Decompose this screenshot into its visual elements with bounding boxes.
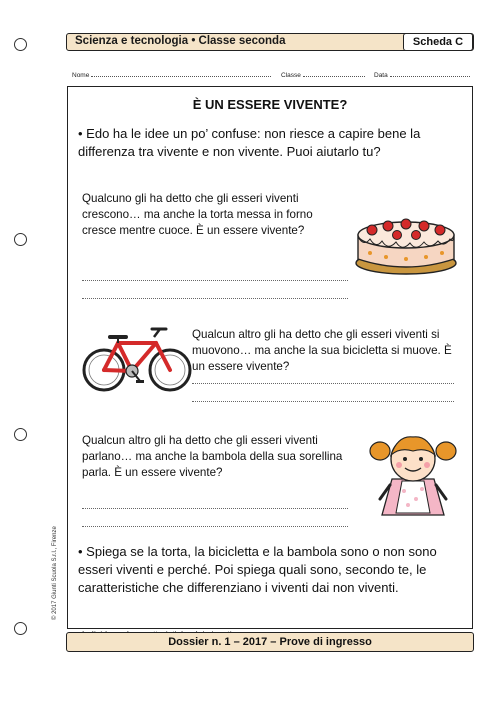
- nome-label: Nome: [72, 72, 90, 79]
- question-bambola: Qualcun altro gli ha detto che gli esseri viventi parlano… ma anche la bambola della sua sorellina parla. È un essere vivente?: [82, 434, 343, 479]
- data-field[interactable]: [374, 70, 470, 79]
- doll-icon: [368, 429, 458, 521]
- question-torta: Qualcuno gli ha detto che gli esseri viventi crescono… ma anche la torta messa in forno cresce mentre cuoce. È un essere vivente?: [82, 192, 313, 237]
- classe-dots: [303, 70, 365, 77]
- worksheet-box: [67, 86, 473, 629]
- copyright-note: © 2017 Giunti Scuola S.r.l., Firenze: [52, 526, 58, 620]
- task-text: • Spiega se la torta, la bicicletta e la bambola sono o non sono esseri viventi e perché. Poi spiega quali sono, secondo te, le caratteristiche che differenziano i viventi dai non viventi.: [78, 544, 437, 595]
- binder-hole-bottom: [14, 622, 27, 635]
- bicycle-icon: [82, 325, 192, 395]
- nome-field[interactable]: [72, 70, 271, 79]
- classe-label: Classe: [281, 72, 301, 79]
- answer-line-bambola-2[interactable]: [82, 526, 348, 527]
- nome-dots: [91, 70, 271, 77]
- question-bici: Qualcun altro gli ha detto che gli esseri viventi si muovono… ma anche la sua bicicletta si muove. È un essere vivente?: [192, 328, 452, 373]
- answer-line-bici-2[interactable]: [192, 401, 454, 402]
- intro-text: • Edo ha le idee un po’ confuse: non riesce a capire bene la differenza tra vivente e non vivente. Puoi aiutarlo tu?: [78, 126, 421, 159]
- scheda-label: Scheda C: [403, 33, 473, 51]
- header-bar: [66, 33, 474, 51]
- worksheet-title: È UN ESSERE VIVENTE?: [192, 97, 348, 112]
- header-title: Scienza e tecnologia • Classe seconda: [75, 35, 286, 47]
- answer-line-torta-2[interactable]: [82, 298, 348, 299]
- cake-icon: [350, 197, 462, 277]
- binder-hole-top: [14, 38, 27, 51]
- answer-line-bambola-1[interactable]: [82, 508, 348, 509]
- answer-line-bici-1[interactable]: [192, 383, 454, 384]
- binder-hole-lower: [14, 428, 27, 441]
- binder-hole-middle: [14, 233, 27, 246]
- footer-bar: Dossier n. 1 – 2017 – Prove di ingresso: [66, 632, 474, 652]
- answer-line-torta-1[interactable]: [82, 280, 348, 281]
- classe-field[interactable]: [281, 70, 365, 79]
- data-dots: [390, 70, 470, 77]
- data-label: Data: [374, 72, 388, 79]
